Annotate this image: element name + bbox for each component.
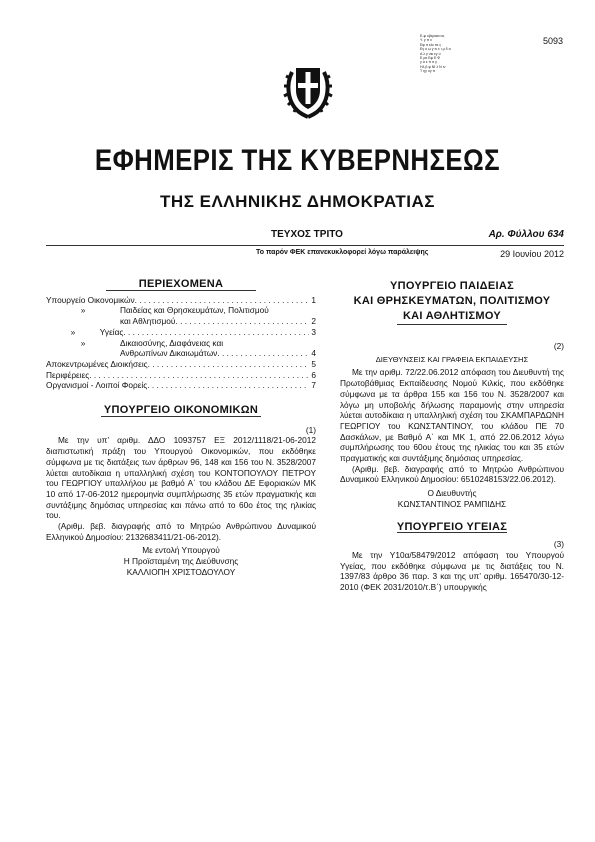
toc-label: Περιφέρειες <box>46 369 90 380</box>
stamp-line: Εγ κ ω γ ιν ε ι μ δ α <box>420 47 451 52</box>
toc-page: 2 <box>311 316 316 327</box>
header-rule <box>46 245 564 246</box>
decision-body: Με την αριθμ. 72/22.06.2012 απόφαση του Διευθυντή της Πρωτοβάθμιας Εκπαίδευσης Νομού Κιλκίς, που εκδόθηκε σύμφωνα με τα άρθρα 155 και 156 του Ν. 3528/2007 και λόγω μη υποβολής δήλωσης παραμονής στην υπηρεσία λύεται αυτοδίκαια η υπαλληλική σχέση του ΣΚΑΜΠΑΡΔΩΝΗ ΓΕΩΡΓΙΟΥ του ΚΩΝΣΤΑΝΤΙΝΟΥ, του κλάδου ΠΕ 70 Δασκάλων, με Βαθμό Α΄ και ΜΚ 1, από 22.06.2012 λόγω συμπλήρωσης του 60ου έτους της ηλικίας του και 35 ετών πραγματικής και συντάξιμης δημόσιας υπηρεσίας. <box>340 367 564 464</box>
toc-heading: ΠΕΡΙΕΧΟΜΕΝΑ <box>138 278 224 290</box>
stamp-line: Εφ ιτ ελε τα ς <box>420 42 442 47</box>
toc-page: 1 <box>311 294 316 305</box>
toc-label: Παιδείας και Θρησκευμάτων, Πολιτισμού <box>120 305 269 316</box>
decision-body: Με την υπ’ αριθμ. ΔΔΟ 1093757 ΕΞ 2012/1118/21-06-2012 διαπιστωτική πράξη του Υπουργού Οικονομικών, που εκδόθηκε σύμφωνα με τις διατάξεις των άρθρων 96, 148 και 156 του Ν. 3528/2007 λύεται αυτοδίκαια η υπαλληλική σχέση του ΚΟΝΤΟΠΟΥΛΟΥ ΠΕΤΡΟΥ του ΓΕΩΡΓΙΟΥ υπαλλήλου με βαθμό Α΄ του κλάδου ΔΕ Εφοριακών ΜΚ 10 από 17-06-2012 ημερομηνία συμπλήρωσης 35 ετών πραγματικής και συντάξιμης δημόσιας υπηρεσίας και πάνω από το 60ο έτος της ηλικίας του. <box>46 435 316 521</box>
decision-number: (3) <box>553 539 564 550</box>
toc-ditto-mark: » <box>70 326 76 337</box>
toc-page: 6 <box>311 369 316 380</box>
issue-type: ΤΕΥΧΟΣ ΤΡΙΤΟ <box>271 229 343 240</box>
gazette-subtitle: ΤΗΣ ΕΛΛΗΝΙΚΗΣ ΔΗΜΟΚΡΑΤΙΑΣ <box>160 192 435 211</box>
toc-row[interactable] <box>46 316 316 327</box>
toc-label: και Αθλητισμού <box>120 316 176 327</box>
section-heading-education: ΚΑΙ ΘΡΗΣΚΕΥΜΑΤΩΝ, ΠΟΛΙΤΙΣΜΟΥ <box>353 295 551 307</box>
toc-label: Αποκεντρωμένες Διοικήσεις <box>46 358 148 369</box>
toc-page: 7 <box>311 380 316 391</box>
toc-row[interactable] <box>46 295 316 306</box>
signature-line: Ο Διευθυντής <box>427 488 477 499</box>
signature-line: Η Προϊσταμένη της Διεύθυνσης <box>123 556 239 567</box>
sheet-number: Αρ. Φύλλου 634 <box>488 229 564 240</box>
stamp-line: Υ. γ π ιι <box>420 38 432 43</box>
reissue-notice: Το παρόν ΦΕΚ επανεκυκλοφορεί λόγω παράλειψης <box>256 249 429 256</box>
toc-page: 5 <box>311 358 316 369</box>
decision-number: (2) <box>553 341 564 351</box>
stamp-line: γ α ε π ιτ γ <box>420 60 437 65</box>
digital-signature-stamp <box>420 34 482 74</box>
toc-ditto-mark: » <box>80 337 86 348</box>
stamp-line: Α λ γ νικ εγ υ <box>420 51 441 56</box>
page-number: 5093 <box>542 36 563 46</box>
section-heading-education: ΥΠΟΥΡΓΕΙΟ ΠΑΙΔΕΙΑΣ <box>389 280 514 292</box>
notice-row <box>46 249 564 261</box>
issue-date: 29 Ιουνίου 2012 <box>500 249 564 259</box>
toc-page: 3 <box>311 326 316 337</box>
toc-row[interactable] <box>46 327 316 338</box>
toc-row[interactable] <box>46 380 316 391</box>
section-underline <box>397 324 507 325</box>
signatory-name: ΚΩΝΣΤΑΝΤΙΝΟΣ ΡΑΜΠΙΔΗΣ <box>397 498 507 509</box>
gazette-title: ΕΦΗΜΕΡΙΣ ΤΗΣ ΚΥΒΕΡΝΗΣΕΩΣ <box>94 144 501 177</box>
right-column <box>340 279 564 593</box>
decision-number: (1) <box>305 424 316 435</box>
toc-label: Ανθρωπίνων Δικαιωμάτων <box>120 348 218 359</box>
toc-label: Οργανισμοί - Λοιποί Φορείς <box>46 380 148 391</box>
signature-line: Με εντολή Υπουργού <box>142 545 220 556</box>
stamp-line: Ηλ β φ ΝΙ λ Ν ιν <box>420 64 446 69</box>
toc-ditto-mark: » <box>80 305 86 316</box>
subsection-heading: ΔΙΕΥΘΥΝΣΕΙΣ ΚΑΙ ΓΡΑΦΕΙΑ ΕΚΠΑΙΔΕΥΣΗΣ <box>375 354 529 364</box>
toc-label: Υπουργείο Οικονομικών <box>46 294 135 305</box>
stamp-line: Ε-φ υβεραια ας <box>420 34 445 38</box>
decision-body: Με την Υ10α/58479/2012 απόφαση του Υπουργού Υγείας, που εκδόθηκε σύμφωνα με τις διατάξεις του Ν. 1397/83 άρθρο 36 παρ. 3 και της υπ’ αριθμ. 165470/30-12-2010 (ΦΕΚ 2031/2010/τ.Β΄) υπουργικής <box>340 549 564 593</box>
toc-row[interactable] <box>46 305 316 316</box>
section-heading-finance: ΥΠΟΥΡΓΕΙΟ ΟΙΚΟΝΟΜΙΚΩΝ <box>103 404 259 417</box>
toc-label: Δικαιοσύνης, Διαφάνειας και <box>120 337 224 348</box>
toc-label: Υγείας <box>99 326 124 337</box>
toc-row[interactable] <box>46 370 316 381</box>
issue-row <box>46 229 564 243</box>
toc-row[interactable] <box>46 348 316 359</box>
stamp-line: Ε ρκ Εφ Ε Φ <box>420 56 441 61</box>
left-column <box>46 279 316 578</box>
toc-row[interactable] <box>46 359 316 370</box>
section-heading-education: ΚΑΙ ΑΘΛΗΤΙΣΜΟΥ <box>402 310 502 322</box>
decision-registry: (Αριθμ. βεβ. διαγραφής από το Μητρώο Ανθρώπινου Δυναμικού Ελληνικού Δημοσίου: 2132683411/21-06-2012). <box>46 521 316 542</box>
decision-registry: (Αριθμ. βεβ. διαγραφής από το Μητρώο Ανθρώπινου Δυναμικού Ελληνικού Δημοσίου: 6510248153/22.06.2012). <box>340 463 564 485</box>
signatory-name: ΚΑΛΛΙΟΠΗ ΧΡΙΣΤΟΔΟΥΛΟΥ <box>126 566 236 577</box>
stamp-line: Τ ηγ υγ π <box>420 69 436 74</box>
section-heading-health: ΥΠΟΥΡΓΕΙΟ ΥΓΕΙΑΣ <box>396 520 508 533</box>
toc-row[interactable] <box>46 338 316 349</box>
coat-of-arms-icon <box>282 58 334 120</box>
toc-page: 4 <box>311 348 316 359</box>
